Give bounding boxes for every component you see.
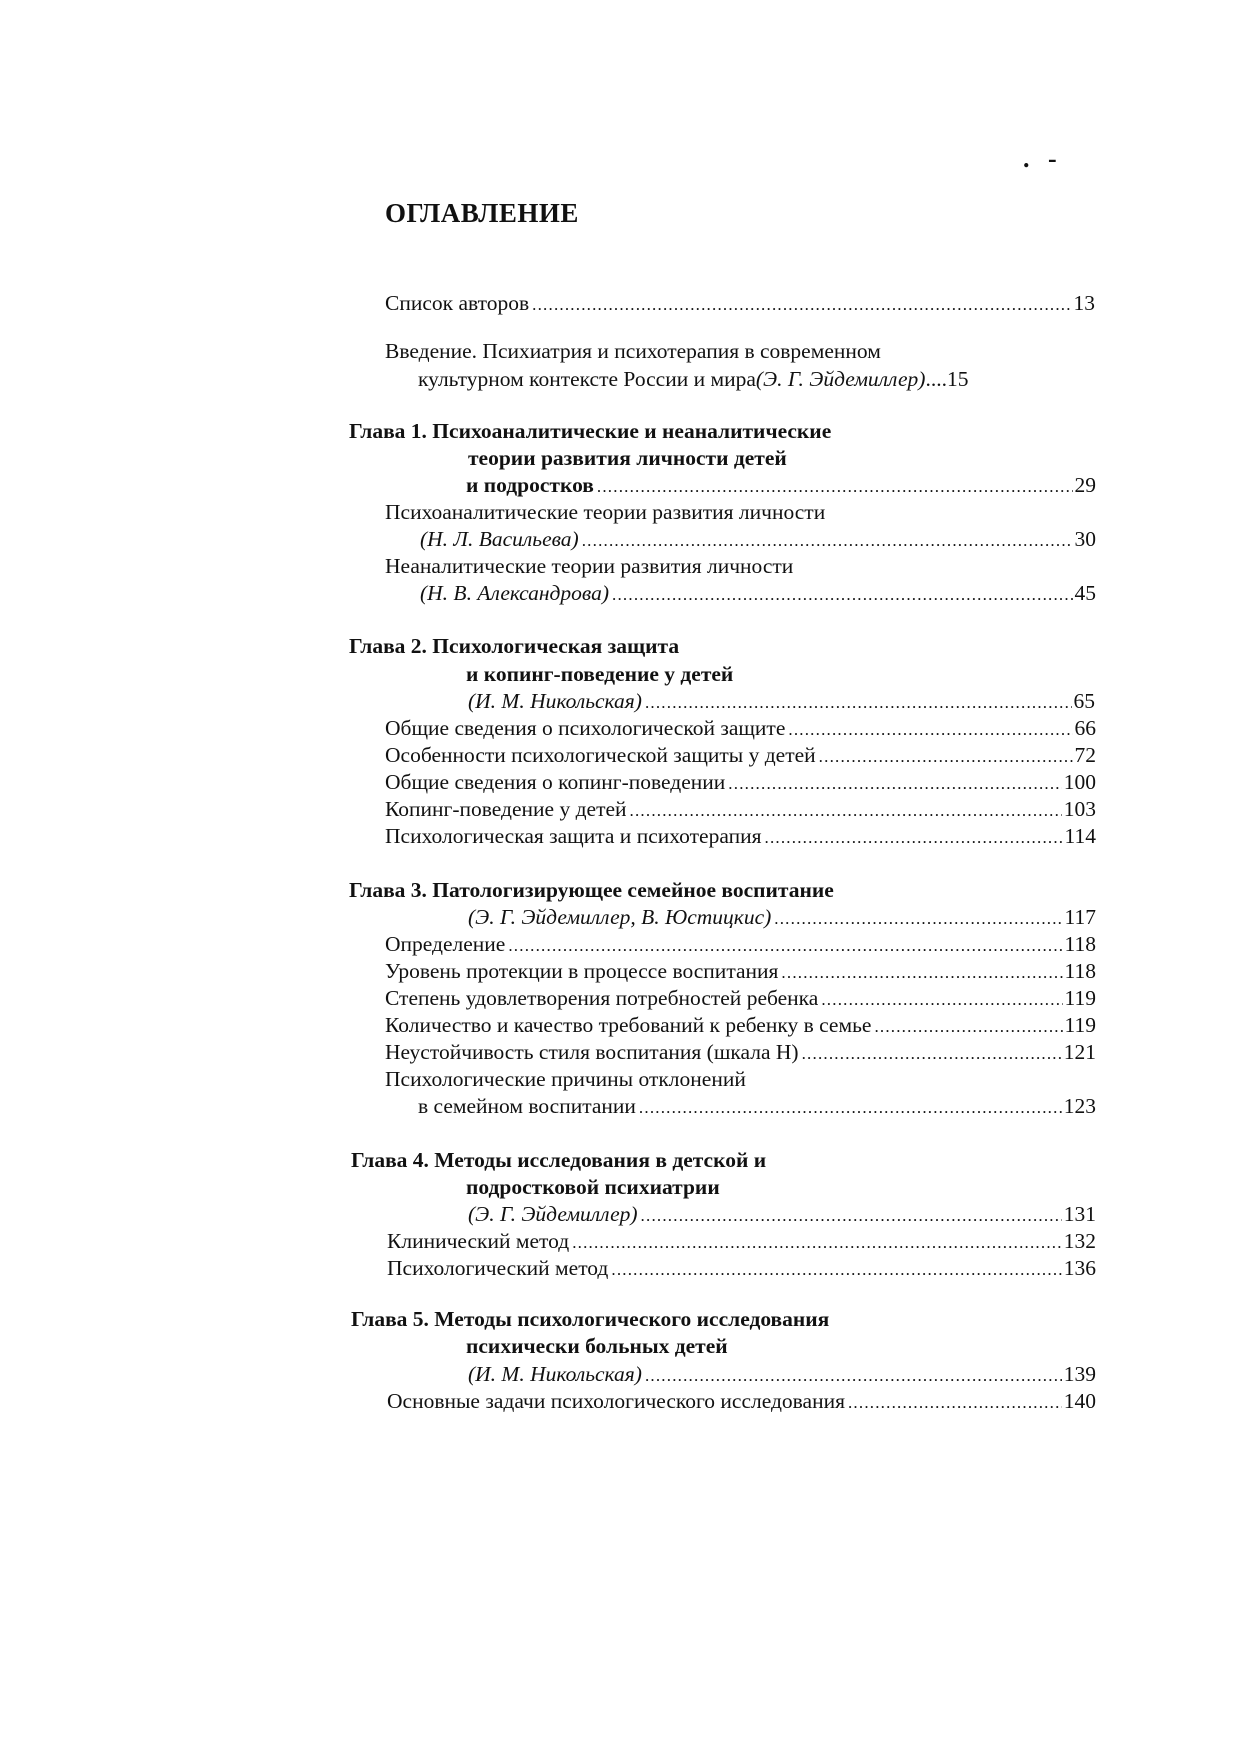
toc-entry-author: (Э. Г. Эйдемиллер, В. Юстицкис) [468, 905, 772, 929]
dot-leader [821, 986, 1062, 1013]
toc-chapter-2-line1[interactable]: Глава 2. Психологическая защита [349, 634, 680, 658]
dot-leader [572, 1229, 1062, 1256]
toc-entry-label: Особенности психологической защиты у детей [385, 743, 816, 767]
toc-page-number: 136 [1063, 1256, 1096, 1280]
toc-section-2-4[interactable] [385, 796, 1096, 824]
toc-chapter-5-line3[interactable] [468, 1361, 1096, 1389]
toc-section-2-2[interactable] [385, 742, 1096, 770]
toc-page-number: 117 [1064, 905, 1096, 929]
dot-leader [874, 1013, 1062, 1040]
toc-chapter-4-line3[interactable] [468, 1201, 1096, 1229]
toc-page-number: 140 [1063, 1389, 1096, 1413]
toc-page-number: 66 [1074, 716, 1096, 740]
toc-entry-label: в семейном воспитании [418, 1094, 636, 1118]
toc-entry-label: Количество и качество требований к ребенку в семье [385, 1013, 872, 1037]
dot-leader [819, 743, 1073, 770]
toc-chapter-1-line1[interactable]: Глава 1. Психоаналитические и неаналитические [349, 419, 832, 443]
toc-entry-label: Психологическая защита и психотерапия [385, 824, 762, 848]
toc-page-number: 30 [1074, 527, 1096, 551]
toc-entry-label: Неустойчивость стиля воспитания (шкала Н) [385, 1040, 799, 1064]
toc-chapter-3-line1[interactable]: Глава 3. Патологизирующее семейное воспитание [349, 878, 834, 902]
toc-entry-author: (Н. Л. Васильева) [420, 527, 579, 551]
toc-page-number: 65 [1073, 689, 1095, 713]
dot-leader [611, 1256, 1061, 1283]
toc-section-2-3[interactable] [385, 769, 1096, 797]
toc-chapter-1-line3[interactable] [466, 472, 1096, 500]
toc-section-1-2-line2[interactable] [420, 580, 1096, 608]
toc-page-number: 132 [1063, 1229, 1096, 1253]
toc-page-number: 29 [1074, 473, 1096, 497]
toc-page-number: 13 [1073, 291, 1095, 315]
toc-page-number: 45 [1074, 581, 1096, 605]
toc-entry-label: и подростков [466, 473, 594, 497]
toc-page-number: 139 [1063, 1362, 1096, 1386]
dot-leader [532, 291, 1071, 318]
toc-section-3-3[interactable] [385, 985, 1096, 1013]
page-corner-mark: . - [1023, 144, 1063, 173]
dot-leader [788, 716, 1072, 743]
toc-entry-label: Определение [385, 932, 506, 956]
toc-section-3-6-line2[interactable] [418, 1093, 1096, 1121]
toc-page-number: 15 [946, 367, 969, 391]
toc-section-3-1[interactable] [385, 931, 1096, 959]
dot-leader [612, 581, 1072, 608]
toc-section-1-1-line1[interactable]: Психоаналитические теории развития личности [385, 500, 826, 524]
toc-chapter-4-line1[interactable]: Глава 4. Методы исследования в детской и [351, 1148, 767, 1172]
dot-leader [630, 797, 1062, 824]
dot-leader [641, 1202, 1062, 1229]
toc-section-1-2-line1[interactable]: Неаналитические теории развития личности [385, 554, 794, 578]
toc-page-number: 123 [1063, 1094, 1096, 1118]
toc-entry-authors[interactable] [385, 290, 1095, 318]
toc-chapter-4-line2[interactable]: подростковой психиатрии [466, 1175, 720, 1199]
toc-page-number: 119 [1064, 986, 1096, 1010]
toc-section-4-2[interactable] [387, 1255, 1096, 1283]
dot-leader [639, 1094, 1062, 1121]
toc-page-number: 121 [1063, 1040, 1096, 1064]
toc-page-number: 114 [1064, 824, 1096, 848]
toc-page-number: 118 [1064, 959, 1096, 983]
toc-entry-label: Список авторов [385, 291, 530, 315]
toc-section-2-5[interactable] [385, 823, 1096, 851]
toc-page-number: 131 [1063, 1202, 1096, 1226]
dot-leader [781, 959, 1062, 986]
dot-leader [508, 932, 1062, 959]
toc-section-1-1-line2[interactable] [420, 526, 1096, 554]
toc-section-3-5[interactable] [385, 1039, 1096, 1067]
toc-entry-author: (Н. В. Александрова) [420, 581, 610, 605]
toc-chapter-2-line2[interactable]: и копинг-поведение у детей [466, 662, 734, 686]
toc-entry-label: Общие сведения о копинг-поведении [385, 770, 726, 794]
toc-page-number: 103 [1063, 797, 1096, 821]
toc-section-2-1[interactable] [385, 715, 1096, 743]
dot-leader [728, 770, 1061, 797]
toc-page-number: 118 [1064, 932, 1096, 956]
toc-section-4-1[interactable] [387, 1228, 1096, 1256]
toc-section-3-2[interactable] [385, 958, 1096, 986]
toc-page-number: 100 [1063, 770, 1096, 794]
toc-section-3-6-line1[interactable]: Психологические причины отклонений [385, 1067, 746, 1091]
toc-section-5-1[interactable] [387, 1388, 1096, 1416]
dot-leader [765, 824, 1063, 851]
toc-entry-author: (И. М. Никольская) [468, 689, 642, 713]
toc-page-number: 119 [1064, 1013, 1096, 1037]
dot-leader [597, 473, 1073, 500]
toc-entry-label: Копинг-поведение у детей [385, 797, 627, 821]
toc-page-number: 72 [1074, 743, 1096, 767]
dot-leader [645, 1362, 1062, 1389]
toc-entry-author: (Э. Г. Эйдемиллер) [468, 1202, 638, 1226]
toc-entry-label: Уровень протекции в процессе воспитания [385, 959, 779, 983]
toc-chapter-5-line1[interactable]: Глава 5. Методы психологического исследования [351, 1307, 830, 1331]
toc-entry-author: (Э. Г. Эйдемиллер) [755, 367, 926, 391]
toc-chapter-1-line2[interactable]: теории развития личности детей [468, 446, 787, 470]
toc-entry-intro-line1[interactable]: Введение. Психиатрия и психотерапия в современном [385, 339, 881, 363]
dot-leader [645, 689, 1072, 716]
toc-chapter-3-line2[interactable] [468, 904, 1096, 932]
toc-entry-label: Общие сведения о психологической защите [385, 716, 786, 740]
toc-chapter-2-line3[interactable] [468, 688, 1095, 716]
dot-leader [582, 527, 1073, 554]
toc-entry-label: Клинический метод [387, 1229, 570, 1253]
toc-entry-label: Психологический метод [387, 1256, 609, 1280]
dot-leader [802, 1040, 1062, 1067]
dot-leader [848, 1389, 1062, 1416]
short-leader: .... [925, 367, 947, 391]
toc-entry-intro-line2[interactable] [418, 366, 1078, 393]
toc-section-3-4[interactable] [385, 1012, 1096, 1040]
dot-leader [774, 905, 1062, 932]
toc-chapter-5-line2[interactable]: психически больных детей [466, 1334, 728, 1358]
page-title: ОГЛАВЛЕНИЕ [385, 198, 579, 228]
toc-entry-label: Основные задачи психологического исследования [387, 1389, 845, 1413]
toc-entry-label: культурном контексте России и мира [418, 367, 756, 391]
toc-entry-author: (И. М. Никольская) [468, 1362, 642, 1386]
toc-entry-label: Степень удовлетворения потребностей ребенка [385, 986, 819, 1010]
